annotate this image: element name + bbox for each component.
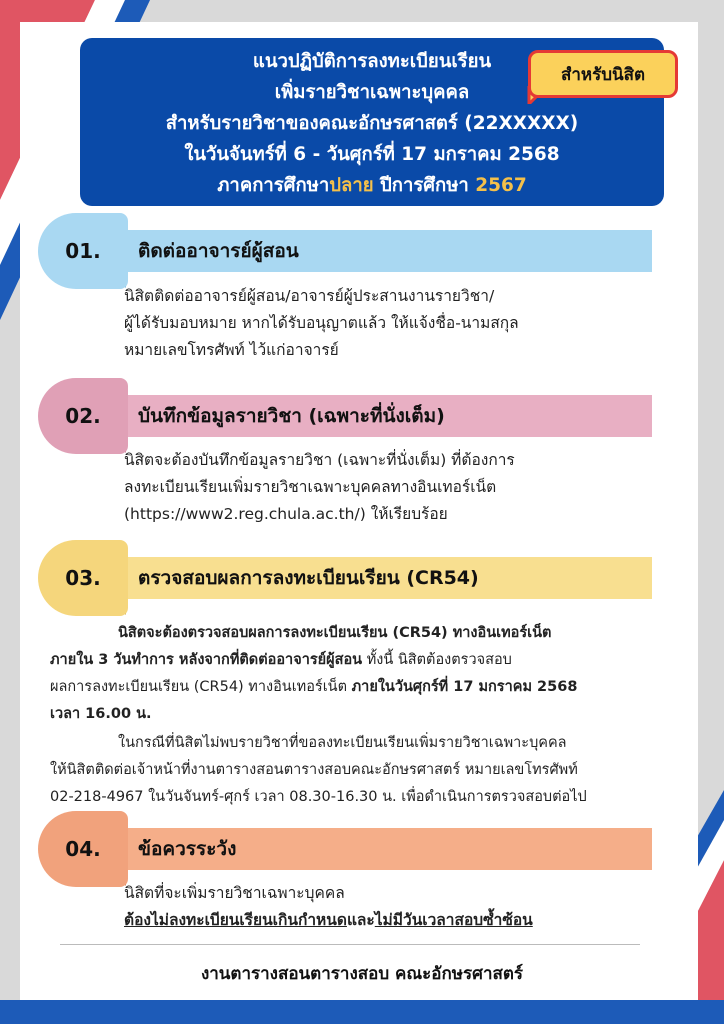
semester-term: ปลาย [329,175,374,196]
footer-divider [60,944,640,945]
step-3-deadline-time: เวลา 16.00 น. [50,706,152,722]
header-title: แนวปฏิบัติการลงทะเบียนเรียน [252,51,492,72]
step-2-title: บันทึกข้อมูลรายวิชา (เฉพาะที่นั่งเต็ม) [138,405,445,427]
step-1-line-3: หมายเลขโทรศัพท์ ไว้แก่อาจารย์ [124,341,339,359]
step-3-p1-line-1: นิสิตจะต้องตรวจสอบผลการลงทะเบียนเรียน (CR54) ทางอินเทอร์เน็ต [118,625,552,641]
footer-office-name: งานตารางสอนตารางสอบ คณะอักษรศาสตร์ [200,964,524,984]
step-3-title: ตรวจสอบผลการลงทะเบียนเรียน (CR54) [138,567,479,589]
step-1-number-badge [38,213,128,289]
step-2-line-1: นิสิตจะต้องบันทึกข้อมูลรายวิชา (เฉพาะที่นั่งเต็ม) ที่ต้องการ [124,451,515,469]
step-1-title: ติดต่ออาจารย์ผู้สอน [138,240,299,262]
step-2-line-3: (https://www2.reg.chula.ac.th/) ให้เรียบร้อย [124,505,448,523]
semester-label: ภาคการศึกษา [217,175,330,196]
step-4-number-badge [38,811,128,887]
header-date-range: ในวันจันทร์ที่ 6 - วันศุกร์ที่ 17 มกราคม 2568 [184,144,560,165]
academic-year: 2567 [475,175,527,196]
step-4-line-2 [124,907,533,934]
step-4-number: 04. [65,837,101,861]
step-4-warning-and: และ [346,911,375,929]
step-2-line-2: ลงทะเบียนเรียนเพิ่มรายวิชาเฉพาะบุคคลทางอินเทอร์เน็ต [124,478,497,496]
step-3-check-note: ทั้งนี้ นิสิตต้องตรวจสอบ [362,652,512,668]
step-2-number-badge [38,378,128,454]
step-3-description [50,620,587,811]
header-faculty-line: สำหรับรายวิชาของคณะอักษรศาสตร์ (22XXXXX) [165,113,579,134]
step-3-title-bar [98,557,652,599]
step-1-title-bar [98,230,652,272]
step-1-description [124,283,519,364]
step-1-line-2: ผู้ได้รับมอบหมาย หากได้รับอนุญาตแล้ว ให้แจ้งชื่อ-นามสกุล [124,314,519,332]
step-3-p2-line-1: ในกรณีที่นิสิตไม่พบรายวิชาที่ขอลงทะเบียนเรียนเพิ่มรายวิชาเฉพาะบุคคล [118,735,567,751]
step-4-warning-overload: ต้องไม่ลงทะเบียนเรียนเกินกำหนด [124,911,347,929]
step-4-line-1: นิสิตที่จะเพิ่มรายวิชาเฉพาะบุคคล [124,884,345,902]
step-3-p1-line-2 [50,647,587,674]
step-3-cr54-note: ผลการลงทะเบียนเรียน (CR54) ทางอินเทอร์เน็ต [50,679,352,695]
step-2-description [124,447,515,528]
step-4-title-bar [98,828,652,870]
step-4-warning-exam-clash: ไม่มีวันเวลาสอบซ้ำซ้อน [374,911,533,929]
step-3-deadline-note: ภายใน 3 วันทำการ หลังจากที่ติดต่ออาจารย์ผู้สอน [50,652,363,668]
academic-year-label: ปีการศึกษา [373,175,476,196]
step-3-p2-line-2: ให้นิสิตติดต่อเจ้าหน้าที่งานตารางสอนตารางสอบคณะอักษรศาสตร์ หมายเลขโทรศัพท์ [50,762,578,778]
for-students-badge: สำหรับนิสิต [528,50,678,98]
step-1-number: 01. [65,239,101,263]
step-3-deadline-date: ภายในวันศุกร์ที่ 17 มกราคม 2568 [351,679,578,695]
step-3-p1-line-3 [50,674,587,701]
step-3-p2-line-3: 02-218-4967 ในวันจันทร์-ศุกร์ เวลา 08.30-16.30 น. เพื่อดำเนินการตรวจสอบต่อไป [50,789,587,805]
step-4-title: ข้อควรระวัง [138,838,237,860]
header-subtitle: เพิ่มรายวิชาเฉพาะบุคคล [274,82,470,103]
step-3-number: 03. [65,566,101,590]
step-4-description [124,880,533,934]
step-2-title-bar [98,395,652,437]
step-2-number: 02. [65,404,101,428]
step-3-number-badge [38,540,128,616]
step-1-line-1: นิสิตติดต่ออาจารย์ผู้สอน/อาจารย์ผู้ประสานงานรายวิชา/ [124,287,495,305]
header-semester [80,170,664,201]
